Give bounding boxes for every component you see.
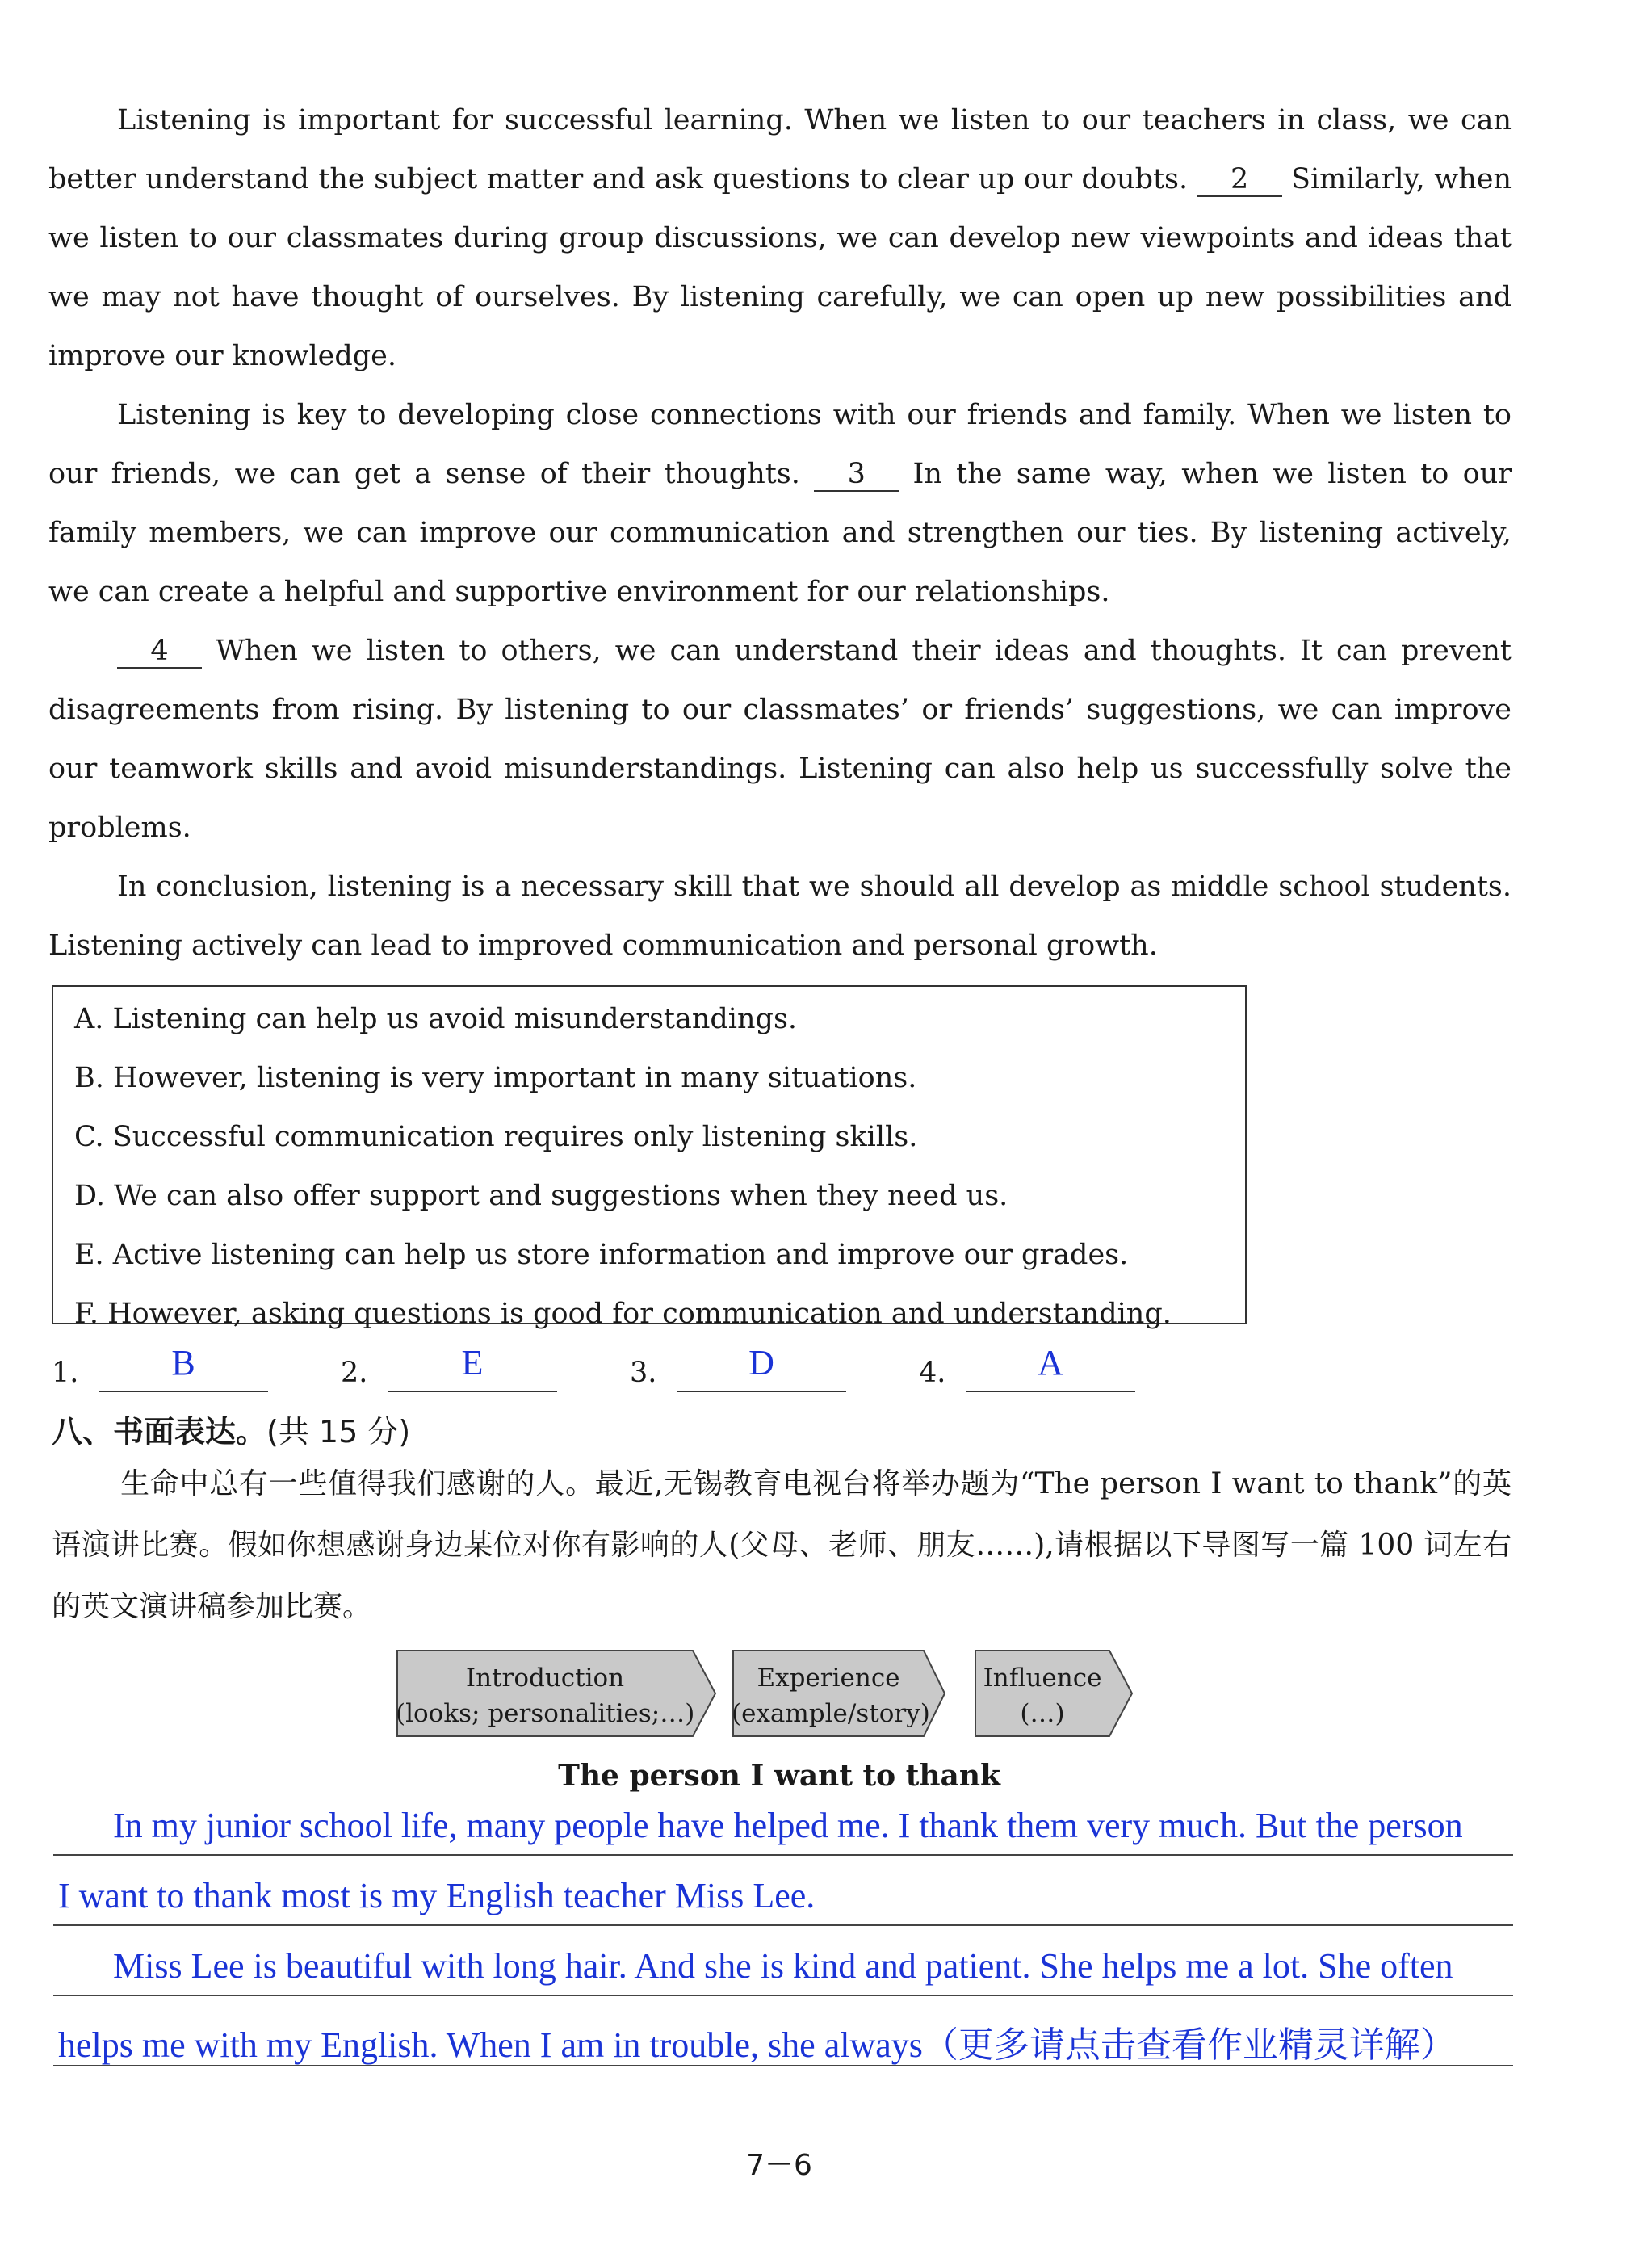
page-number: 7－6 [746,2149,812,2182]
option-f: F. However, asking questions is good for communication and understanding. [74,1298,1172,1330]
answer-number: 3. [630,1357,657,1389]
answer-value: D [748,1343,774,1383]
answer-number: 4. [919,1357,946,1389]
essay-line-2: I want to thank most is my English teacher Miss Lee. [58,1876,816,1915]
writing-rule [53,1995,1513,1996]
section-score: (共 15 分) [266,1414,411,1450]
blank-2: 2 [1197,163,1282,197]
section-title: 八、书面表达。 [52,1414,267,1450]
option-c: C. Successful communication requires only listening skills. [74,1121,918,1153]
passage-paragraph-2 [48,386,1512,622]
passage-text: In the same way, when we listen to our family members, we can improve our communication and strengthen our ties. By listening actively, we can create a helpful and supportive environment for our relationships. [48,458,1512,608]
essay-title: The person I want to thank [558,1759,1000,1793]
flow-label: Influence (…) [983,1664,1102,1728]
option-a: A. Listening can help us avoid misunderstandings. [74,1003,798,1035]
writing-rule [53,2065,1513,2066]
flow-box-introduction [396,1649,719,1738]
blank-3: 3 [814,458,899,492]
passage-paragraph-1 [48,91,1512,386]
essay-line-3: Miss Lee is beautiful with long hair. And she is kind and patient. She helps me a lot. She often [113,1946,1453,1986]
option-d: D. We can also offer support and suggestions when they need us. [74,1180,1008,1212]
flow-label: Experience (example/story) [732,1664,930,1728]
passage-text: Listening is key to developing close connections with our friends and family. When we listen to our friends, we can get a sense of their thoughts. [48,399,1512,490]
answer-value: B [171,1343,195,1383]
passage-text: Listening is important for successful learning. When we listen to our teachers in class, we can better understand the subject matter and ask questions to clear up our doubts. [48,104,1512,195]
flow-box-experience [732,1649,948,1738]
flow-label: Introduction (looks; personalities;…) [396,1664,695,1728]
essay-line-4: helps me with my English. When I am in trouble, she always（更多请点击查看作业精灵详解） [58,2025,1456,2065]
answer-row [52,1332,1198,1397]
option-e: E. Active listening can help us store information and improve our grades. [74,1239,1129,1271]
essay-line-1: In my junior school life, many people have helped me. I thank them very much. But the person [113,1806,1463,1845]
blank-4: 4 [117,635,202,669]
answer-number: 2. [341,1357,368,1389]
passage-text: In conclusion, listening is a necessary skill that we should all develop as middle school students. Listening actively can lead to improved communication and personal growth. [48,871,1512,962]
option-b: B. However, listening is very important in many situations. [74,1062,917,1094]
options-box [52,985,1247,1330]
passage-paragraph-3 [48,622,1512,858]
passage-text: When we listen to others, we can understand their ideas and thoughts. It can prevent disagreements from rising. By listening to our classmates’ or friends’ suggestions, we can improve our teamwork skills and avoid misunderstandings. Listening can also help us successfully solve the problems. [48,635,1512,844]
flow-box-influence [974,1649,1135,1738]
section-heading [52,1407,410,1451]
answer-value: A [1038,1343,1063,1383]
writing-rule [53,1924,1513,1926]
passage-paragraph-4 [48,858,1512,976]
answer-number: 1. [52,1357,79,1389]
writing-instructions: 生命中总有一些值得我们感谢的人。最近,无锡教育电视台将举办题为“The person I want to thank”的英语演讲比赛。假如你想感谢身边某位对你有影响的人(父母、老师、朋友……),请根据以下导图写一篇 100 词左右的英文演讲稿参加比赛。 [52,1467,1512,1623]
passage-text: Similarly, when we listen to our classmates during group discussions, we can develop new viewpoints and ideas that we may not have thought of ourselves. By listening carefully, we can open up new possibilities and improve our knowledge. [48,163,1512,372]
answer-value: E [461,1343,484,1383]
writing-rule [53,1854,1513,1856]
